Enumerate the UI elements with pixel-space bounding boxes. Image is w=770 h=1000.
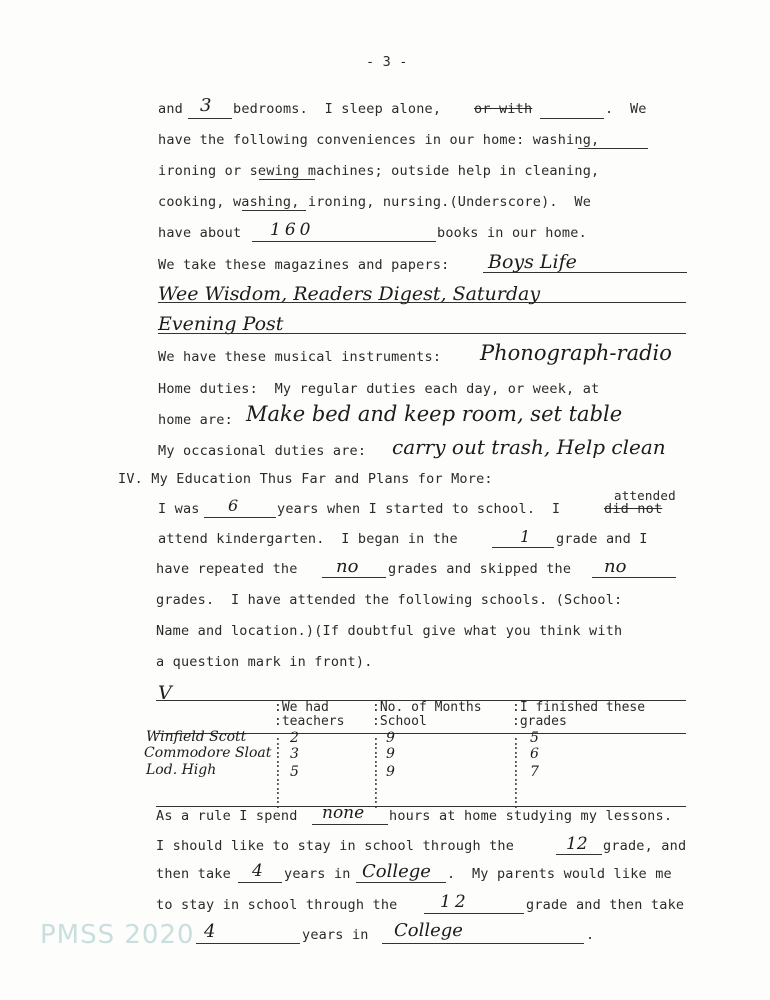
text-line: grade, and: [603, 838, 687, 854]
text-line: have repeated the: [156, 561, 298, 577]
text-line: .: [586, 927, 595, 943]
handwritten-answer: College: [362, 861, 431, 882]
section-heading: IV. My Education Thus Far and Plans for More:: [118, 471, 493, 487]
text-line: years in: [284, 866, 351, 882]
text-line: ironing or sewing machines; outside help in cleaning,: [158, 163, 600, 179]
answer-underline: [238, 882, 282, 883]
text-line: Name and location.)(If doubtful give what you think with: [156, 623, 623, 639]
answer-underline: [188, 118, 232, 119]
answer-underline: [540, 118, 604, 119]
handwritten-answer: 1: [520, 527, 531, 546]
table-header: :School: [372, 714, 427, 729]
answer-underline: [158, 302, 686, 303]
table-cell-school: Commodore Sloat: [144, 745, 272, 761]
table-cell: 5: [290, 764, 299, 780]
text-line: My occasional duties are:: [158, 443, 367, 459]
answer-underline: [382, 943, 584, 944]
text-line: bedrooms. I sleep alone,: [233, 101, 442, 117]
page-number: - 3 -: [366, 54, 408, 70]
handwritten-answer: 6: [228, 496, 239, 515]
handwritten-answer: carry out trash, Help clean: [392, 435, 666, 459]
answer-underline: [322, 577, 386, 578]
answer-underline: [204, 517, 276, 518]
answer-underline: [483, 272, 687, 273]
handwritten-answer: no: [604, 556, 627, 577]
answer-underline: [356, 882, 446, 883]
text-line: Home duties: My regular duties each day, or week, at: [158, 381, 600, 397]
table-cell-school: Winfield Scott: [146, 729, 247, 745]
text-line: have the following conveniences in our home: washing,: [158, 132, 600, 148]
watermark: PMSS 2020: [40, 920, 195, 950]
handwritten-answer: 12: [566, 834, 588, 854]
text-line: books in our home.: [437, 225, 587, 241]
text-line: . My parents would like me: [447, 866, 672, 882]
text-line: hours at home studying my lessons.: [389, 808, 673, 824]
text-line: home are:: [158, 412, 233, 428]
table-cell-school: Lod. High: [146, 762, 217, 778]
column-separator: : : : : : : : :: [372, 734, 380, 812]
table-cell: 5: [530, 730, 539, 746]
text-line: a question mark in front).: [156, 654, 373, 670]
text-line: We take these magazines and papers:: [158, 257, 450, 273]
handwritten-answer: Boys Life: [488, 251, 577, 273]
table-cell: 7: [530, 764, 539, 780]
table-cell: 3: [290, 746, 299, 762]
handwritten-answer: College: [394, 920, 463, 941]
column-separator: : : : : : : : :: [512, 734, 520, 812]
handwritten-answer: 160: [270, 220, 315, 240]
answer-underline: [592, 577, 676, 578]
table-bottom-rule: [156, 806, 686, 807]
handwritten-answer: 12: [440, 892, 470, 912]
text-line: I was: [158, 501, 200, 517]
handwritten-answer: Evening Post: [158, 313, 284, 335]
text-line: grades. I have attended the following schools. (School:: [156, 592, 623, 608]
handwritten-answer: Wee Wisdom, Readers Digest, Saturday: [158, 283, 541, 305]
handwritten-answer: 4: [204, 921, 216, 942]
table-header: :I finished these: [512, 700, 646, 715]
text-line: cooking, washing, ironing, nursing.(Underscore). We: [158, 194, 592, 210]
text-line: have about: [158, 225, 242, 241]
answer-underline: [158, 333, 686, 334]
answer-underline: [252, 241, 436, 242]
text-line: then take: [156, 866, 231, 882]
table-cell: 9: [386, 764, 395, 780]
text-line: I should like to stay in school through the: [156, 838, 515, 854]
text-line: grade and I: [556, 531, 648, 547]
handwritten-answer: V: [158, 682, 172, 704]
handwritten-answer: 4: [252, 861, 263, 881]
answer-underline: [556, 854, 602, 855]
table-header: :We had: [274, 700, 329, 715]
handwritten-answer: no: [336, 556, 359, 577]
underscore-mark: [242, 210, 306, 211]
table-header: :teachers: [274, 714, 345, 729]
table-cell: 9: [386, 730, 395, 746]
inserted-text: attended: [614, 488, 676, 503]
text-line: and: [158, 101, 183, 117]
underscore-mark: [259, 179, 315, 180]
text-line: years when I started to school. I: [277, 501, 561, 517]
text-line: We have these musical instruments:: [158, 349, 442, 365]
answer-underline: [196, 943, 300, 944]
table-header: :No. of Months: [372, 700, 482, 715]
text-line: to stay in school through the: [156, 897, 398, 913]
answer-underline: [424, 913, 524, 914]
text-line: As a rule I spend: [156, 808, 298, 824]
table-cell: 2: [290, 730, 299, 746]
handwritten-answer: Make bed and keep room, set table: [246, 402, 623, 426]
handwritten-answer: Phonograph-radio: [480, 341, 672, 365]
answer-underline: [492, 547, 554, 548]
table-cell: 9: [386, 746, 395, 762]
underscore-mark: [578, 148, 648, 149]
table-header: :grades: [512, 714, 567, 729]
struck-text: or with: [474, 101, 533, 117]
text-line: years in: [302, 927, 369, 943]
text-line: grade and then take: [526, 897, 685, 913]
text-line: grades and skipped the: [388, 561, 572, 577]
answer-underline: [312, 824, 388, 825]
handwritten-answer: 3: [200, 95, 212, 116]
column-separator: : : : : : : : :: [274, 734, 282, 812]
handwritten-answer: none: [322, 803, 365, 823]
struck-text: did not: [604, 501, 663, 517]
table-cell: 6: [530, 746, 539, 762]
text-line: . We: [605, 101, 647, 117]
text-line: attend kindergarten. I began in the: [158, 531, 458, 547]
